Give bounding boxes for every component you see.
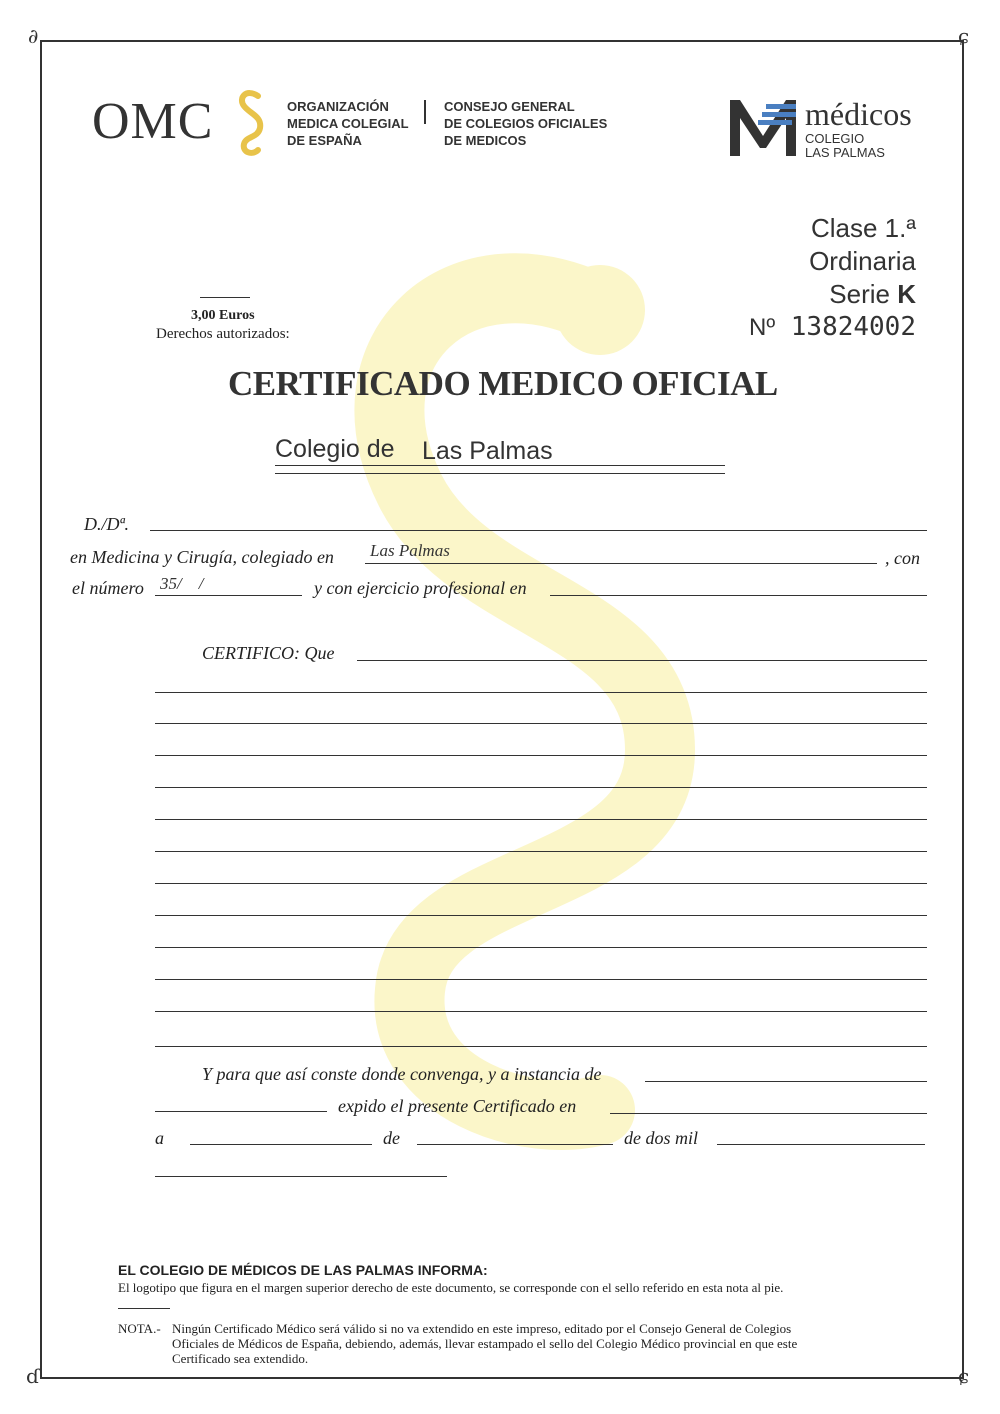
colegiado-field-line[interactable] — [365, 563, 877, 564]
con-label: , con — [885, 548, 920, 568]
day-field-line[interactable] — [190, 1144, 372, 1145]
certificate-text-line[interactable] — [155, 1011, 927, 1012]
certificate-text-line[interactable] — [155, 915, 927, 916]
a-label: a — [155, 1128, 164, 1148]
certificate-number: Nº 13824002 — [749, 312, 916, 342]
clase-text: Clase 1.ª — [810, 213, 916, 243]
colegio-underline-2 — [275, 473, 725, 474]
corner-ornament-bottom-right: ɕ — [958, 1364, 970, 1388]
medicos-m-logo-icon — [726, 96, 800, 158]
serie-value: K — [897, 279, 916, 309]
ejercicio-field-line[interactable] — [550, 595, 927, 596]
omc-logo: OMC — [92, 93, 214, 150]
medicina-label: en Medicina y Cirugía, colegiado en — [70, 547, 334, 567]
certificate-text-line[interactable] — [155, 755, 927, 756]
numero-label: el número — [72, 578, 144, 598]
informa-heading: EL COLEGIO DE MÉDICOS DE LAS PALMAS INFORMA: — [118, 1262, 488, 1278]
corner-ornament-top-right: ɕ — [958, 24, 970, 48]
omc-section-symbol-icon — [236, 88, 266, 156]
corner-ornament-bottom-left: ɗ — [26, 1364, 40, 1388]
certificate-text-line[interactable] — [155, 947, 927, 948]
fee-rights: Derechos autorizados: — [156, 326, 290, 342]
instancia-continued-line[interactable] — [155, 1111, 327, 1112]
name-field-line[interactable] — [150, 530, 927, 531]
de-label: de — [383, 1128, 400, 1148]
ejercicio-label: y con ejercicio profesional en — [314, 578, 527, 598]
nota-text: Ningún Certificado Médico será válido si no va extendido en este impreso, editado por el Consejo General de Colegios Oficiales de Médicos de España, debiendo, además, llevar estampado el sello del Colegio Médico provincial en que este Certificado sea extendido. — [172, 1321, 798, 1366]
fee-rule — [200, 297, 250, 298]
dos-mil-label: de dos mil — [624, 1128, 698, 1148]
classification-block — [809, 212, 916, 311]
closing-text-2: expido el presente Certificado en — [338, 1096, 577, 1116]
closing-text-1: Y para que así conste donde convenga, y a instancia de — [202, 1064, 602, 1084]
nota-rule — [118, 1308, 170, 1309]
serie-line: Serie K — [829, 279, 916, 309]
certificate-text-line[interactable] — [155, 819, 927, 820]
numero-value: 35/ / — [160, 574, 204, 593]
informa-text: El logotipo que figura en el margen superior derecho de este documento, se corresponde con el sello referido en esta nota al pie. — [118, 1280, 784, 1295]
medicos-logo-text: médicos — [805, 96, 912, 132]
ordinaria-text: Ordinaria — [809, 246, 916, 276]
colegio-underline — [275, 465, 725, 466]
nota-label: NOTA.- — [118, 1321, 161, 1336]
certificate-text-line[interactable] — [155, 979, 927, 980]
instancia-field-line[interactable] — [645, 1081, 927, 1082]
colegiado-value: Las Palmas — [370, 541, 450, 560]
certificate-text-line[interactable] — [155, 723, 927, 724]
month-field-line[interactable] — [417, 1144, 613, 1145]
certifico-field-line[interactable] — [357, 660, 927, 661]
certifico-label: CERTIFICO: Que — [202, 643, 335, 663]
colegio-label: Colegio de — [275, 435, 395, 463]
colegio-value: Las Palmas — [422, 437, 553, 465]
certificate-text-line[interactable] — [155, 692, 927, 693]
corner-ornament-top-left: ∂ — [28, 24, 39, 48]
certificate-text-line[interactable] — [155, 851, 927, 852]
place-field-line[interactable] — [610, 1113, 927, 1114]
fee-amount: 3,00 Euros — [191, 308, 255, 323]
numero-field-line[interactable] — [155, 595, 302, 596]
dd-label: D./Dª. — [84, 514, 129, 534]
signature-line[interactable] — [155, 1176, 447, 1177]
council-name: CONSEJO GENERAL DE COLEGIOS OFICIALES DE MEDICOS — [444, 99, 608, 148]
certificate-text-line[interactable] — [155, 787, 927, 788]
page-title: CERTIFICADO MEDICO OFICIAL — [228, 364, 778, 403]
certificate-text-line[interactable] — [155, 883, 927, 884]
header-divider — [424, 100, 426, 124]
certificate-text-line[interactable] — [155, 1046, 927, 1047]
org-name: ORGANIZACIÓN MEDICA COLEGIAL DE ESPAÑA — [287, 99, 409, 148]
colegio-logo-text: COLEGIO LAS PALMAS — [805, 131, 885, 160]
year-field-line[interactable] — [717, 1144, 925, 1145]
